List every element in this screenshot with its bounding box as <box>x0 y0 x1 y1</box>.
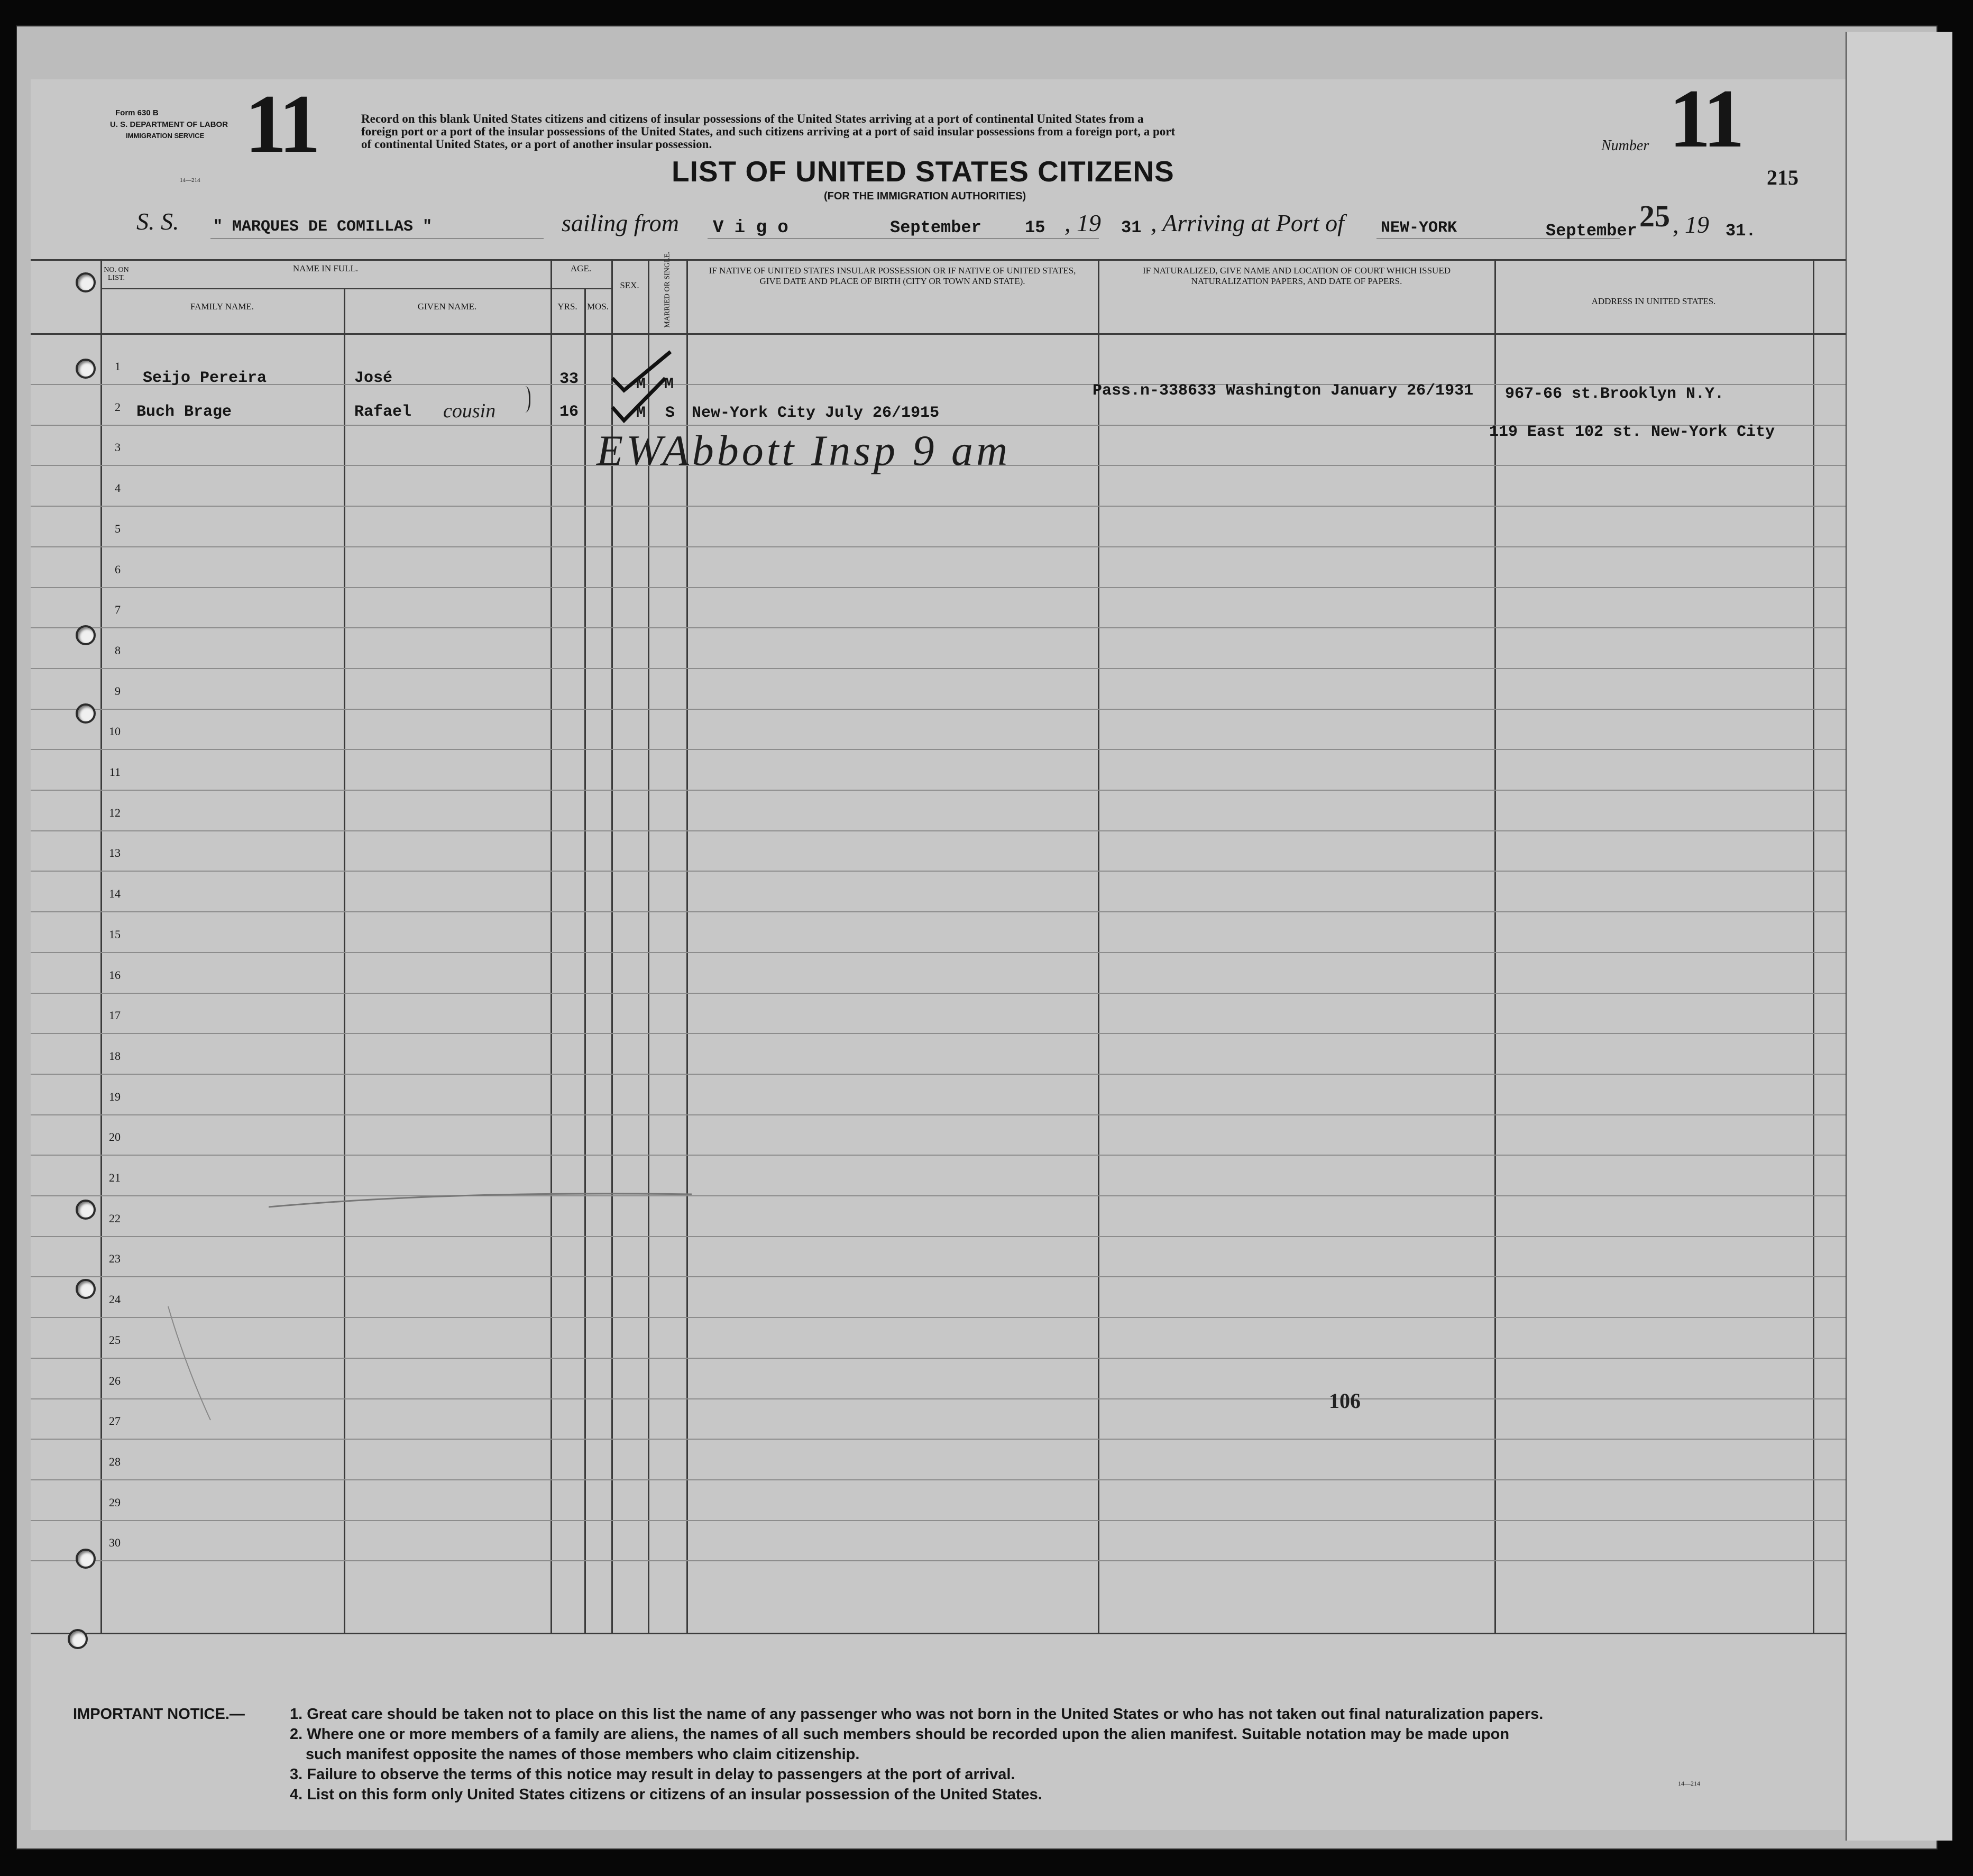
row-rule <box>31 1398 1846 1399</box>
departure-year: 31 <box>1121 218 1142 237</box>
list-number-right: 11 <box>1669 72 1742 165</box>
instruction-line-1: Record on this blank United States citizens and citizens of insular possessions of the United States arriving at a port of continental United States from a <box>361 112 1144 125</box>
departure-month: September <box>890 218 981 237</box>
instruction-line-3: of continental United States, or a port of another insular possession. <box>361 138 712 151</box>
row-number: 15 <box>109 927 121 941</box>
page-subtitle: (FOR THE IMMIGRATION AUTHORITIES) <box>824 190 1026 202</box>
row-number: 24 <box>109 1293 121 1306</box>
row-rule <box>31 1317 1846 1318</box>
row-number: 20 <box>109 1130 121 1144</box>
row-number: 3 <box>115 441 121 454</box>
row-rule <box>31 506 1846 507</box>
header-age: AGE. <box>570 263 592 273</box>
header-name-in-full: NAME IN FULL. <box>292 263 359 273</box>
table-bottom-rule <box>31 1633 1846 1634</box>
checkmark-icons <box>591 328 708 434</box>
row-number: 23 <box>109 1252 121 1266</box>
page-stamp-number: 215 <box>1767 166 1798 189</box>
row-2-family-name: Buch Brage <box>136 403 232 421</box>
row-2-marital-status: S <box>665 404 675 422</box>
row-rule <box>31 1479 1846 1480</box>
punch-hole <box>76 1279 96 1299</box>
ship-name: " MARQUES DE COMILLAS " <box>213 218 433 236</box>
row-number: 5 <box>115 521 121 535</box>
row-2-given-name: Rafael <box>354 403 412 421</box>
row-number: 21 <box>109 1171 121 1184</box>
row-number: 16 <box>109 968 121 982</box>
row-number: 10 <box>109 725 121 738</box>
notice-item-2-cont: such manifest opposite the names of those members who claim citizenship. <box>306 1746 860 1763</box>
header-married-single: MARRIED OR SINGLE. <box>663 251 672 328</box>
row-number: 11 <box>109 765 121 779</box>
row-1-age-years: 33 <box>559 370 579 388</box>
header-address: ADDRESS IN UNITED STATES. <box>1591 296 1716 306</box>
row-rule <box>31 1439 1846 1440</box>
manifest-sheet <box>31 72 1846 1830</box>
service-name: IMMIGRATION SERVICE <box>126 132 205 140</box>
row-2-address: 119 East 102 st. New-York City <box>1489 423 1775 441</box>
row-number: 7 <box>115 603 121 617</box>
arrival-year-prefix: , 19 <box>1673 211 1709 238</box>
header-no-on-list: NO. ON LIST. <box>104 266 129 282</box>
row-number: 19 <box>109 1090 121 1103</box>
row-number: 29 <box>109 1495 121 1509</box>
row-number: 8 <box>115 643 121 657</box>
punch-hole <box>76 272 96 292</box>
row-number: 22 <box>109 1211 121 1225</box>
row-number: 14 <box>109 887 121 901</box>
arrival-year: 31. <box>1726 221 1756 241</box>
punch-hole <box>76 359 96 379</box>
brace-mark <box>517 386 530 413</box>
table-top-rule <box>31 259 1846 261</box>
row-rule <box>31 1033 1846 1034</box>
row-rule <box>31 1520 1846 1521</box>
header-bottom-rule <box>31 333 1846 335</box>
row-number: 27 <box>109 1414 121 1428</box>
punch-hole <box>68 1629 88 1649</box>
row-rule <box>31 1074 1846 1075</box>
header-age-months: MOS. <box>586 301 609 312</box>
row-rule <box>31 952 1846 953</box>
handwritten-cousin-note: cousin <box>443 400 496 422</box>
list-number-left: 11 <box>245 78 318 170</box>
row-rule <box>31 830 1846 831</box>
row-number: 12 <box>109 806 121 819</box>
stamp-number: 106 <box>1329 1389 1361 1413</box>
header-family-name: FAMILY NAME. <box>190 301 254 312</box>
row-1-family-name: Seijo Pereira <box>143 369 267 387</box>
row-number: 2 <box>115 400 121 414</box>
departure-port-underline <box>708 238 909 239</box>
notice-item-4: 4. List on this form only United States citizens or citizens of an insular possession of the United States. <box>290 1786 1042 1803</box>
row-rule <box>31 790 1846 791</box>
notice-heading: IMPORTANT NOTICE.— <box>73 1706 245 1723</box>
name-age-subrule <box>100 288 611 289</box>
row-rule <box>31 1276 1846 1277</box>
row-number: 1 <box>115 360 121 373</box>
row-rule <box>31 993 1846 994</box>
row-rule <box>31 587 1846 588</box>
row-number: 6 <box>115 562 121 576</box>
form-number: Form 630 B <box>115 108 159 117</box>
footer-code: 14—214 <box>1678 1780 1700 1787</box>
row-rule <box>31 871 1846 872</box>
row-2-age-years: 16 <box>559 403 579 421</box>
arrival-month: September <box>1546 221 1637 241</box>
row-rule <box>31 1114 1846 1115</box>
departure-port: V i g o <box>713 218 788 238</box>
row-1-given-name: José <box>354 369 393 387</box>
page-title: LIST OF UNITED STATES CITIZENS <box>672 155 1174 188</box>
row-rule <box>31 546 1846 547</box>
row-2-birth-info: New-York City July 26/1915 <box>692 404 940 422</box>
pencil-stroke-2 <box>163 1306 216 1423</box>
row-rule <box>31 1155 1846 1156</box>
row-number: 28 <box>109 1454 121 1468</box>
header-age-years: YRS. <box>557 301 577 312</box>
punch-hole <box>76 625 96 645</box>
checkmark-icon <box>612 352 671 390</box>
header-given-name: GIVEN NAME. <box>417 301 477 312</box>
form-code: 14—214 <box>180 177 200 184</box>
punch-hole <box>76 1549 96 1569</box>
row-rule <box>31 1560 1846 1561</box>
col-rule-yrs <box>584 288 586 1633</box>
col-rule-family <box>344 288 345 1633</box>
punch-hole <box>76 1200 96 1220</box>
number-label: Number <box>1601 138 1649 154</box>
arrival-port: NEW-YORK <box>1381 219 1457 237</box>
header-sex: SEX. <box>620 280 639 290</box>
row-rule <box>31 911 1846 912</box>
instruction-line-2: foreign port or a port of the insular possessions of the United States, and such citizens arriving at a port of said insular possessions from a foreign port, a port <box>361 125 1176 138</box>
row-rule <box>31 709 1846 710</box>
notice-item-3: 3. Failure to observe the terms of this notice may result in delay to passengers at the port of arrival. <box>290 1766 1015 1783</box>
row-2-sex: M <box>636 404 646 422</box>
row-1-sex: M <box>636 376 646 393</box>
row-rule <box>31 1358 1846 1359</box>
row-number: 4 <box>115 481 121 495</box>
notice-item-2: 2. Where one or more members of a family are aliens, the names of all such members should be recorded upon the alien manifest. Suitable notation may be made upon <box>290 1726 1510 1743</box>
row-number: 9 <box>115 684 121 698</box>
sailing-from-label: sailing from <box>562 209 679 236</box>
notice-item-1: 1. Great care should be taken not to place on this list the name of any passenger who was not born in the United States or who has not taken out final naturalization papers. <box>290 1706 1544 1723</box>
row-number: 13 <box>109 846 121 860</box>
row-rule <box>31 749 1846 750</box>
arriving-label: , Arriving at Port of <box>1151 209 1344 236</box>
punch-hole <box>76 703 96 724</box>
department-name: U. S. DEPARTMENT OF LABOR <box>110 120 228 129</box>
departure-year-prefix: , 19 <box>1064 209 1101 236</box>
row-rule <box>31 1236 1846 1237</box>
row-number: 25 <box>109 1333 121 1347</box>
handwritten-inspector-note: EWAbbott Insp 9 am <box>597 426 1011 474</box>
ss-label: S. S. <box>136 208 179 235</box>
header-naturalized: IF NATURALIZED, GIVE NAME AND LOCATION OF COURT WHICH ISSUED NATURALIZATION PAPERS, AND DATE OF PAPERS. <box>1142 266 1451 286</box>
departure-day: 15 <box>1025 218 1045 237</box>
row-1-marital-status: M <box>664 376 674 393</box>
header-native: IF NATIVE OF UNITED STATES INSULAR POSSESSION OR IF NATIVE OF UNITED STATES, GIVE DATE AND PLACE OF BIRTH (CITY OR TOWN AND STATE). <box>709 266 1076 286</box>
row-1-naturalization: Pass.n-338633 Washington January 26/1931 <box>1093 382 1474 400</box>
arrival-day: 25 <box>1639 199 1670 233</box>
underlying-page-edge <box>1846 32 1952 1841</box>
row-rule <box>31 627 1846 628</box>
departure-date-underline <box>887 238 1099 239</box>
row-number: 18 <box>109 1049 121 1063</box>
ship-underline <box>210 238 544 239</box>
row-1-address: 967-66 st.Brooklyn N.Y. <box>1505 385 1724 403</box>
row-number: 26 <box>109 1374 121 1387</box>
pencil-stroke <box>269 1190 692 1211</box>
row-rule <box>31 668 1846 669</box>
row-number: 17 <box>109 1009 121 1022</box>
row-number: 30 <box>109 1536 121 1550</box>
